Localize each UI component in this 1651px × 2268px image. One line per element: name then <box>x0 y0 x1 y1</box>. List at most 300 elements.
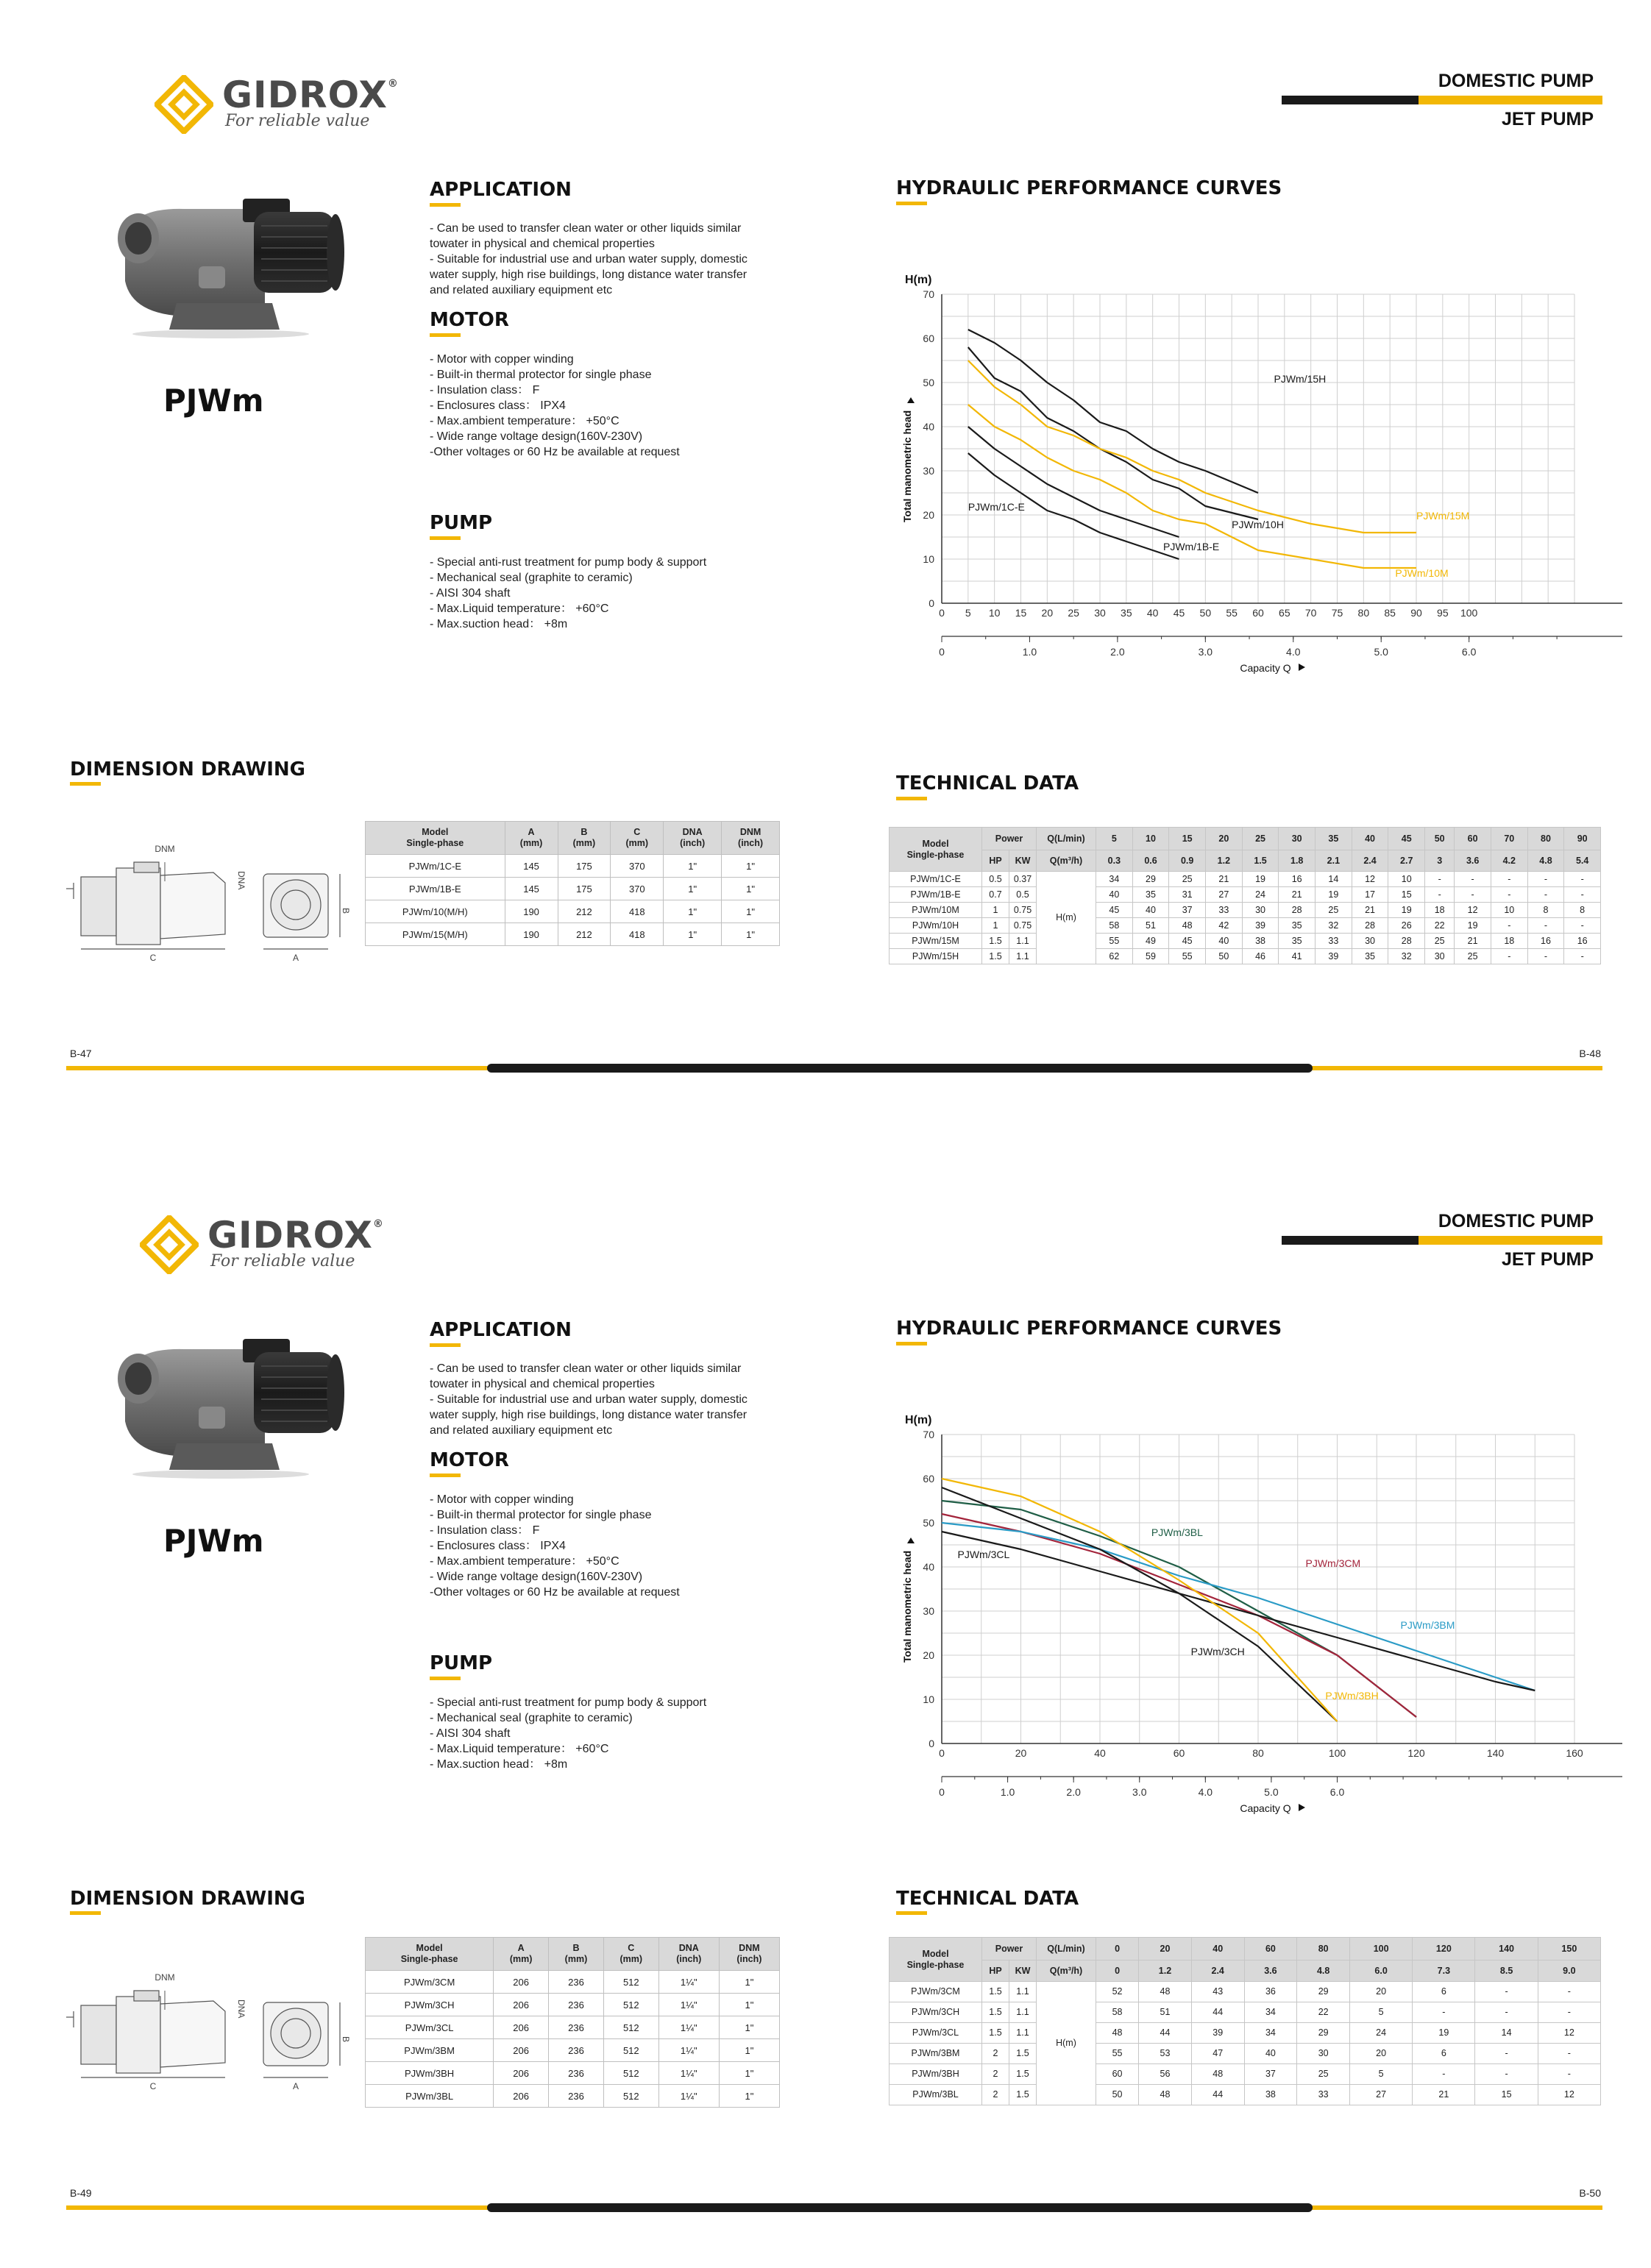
motor-line: -Other voltages or 60 Hz be available at request <box>430 1586 680 1599</box>
y-tick-label: 10 <box>923 1693 934 1705</box>
tech-value-cell: 20 <box>1350 2044 1413 2064</box>
pump-line: - Mechanical seal (graphite to ceramic) <box>430 572 633 584</box>
dim-cell: 236 <box>549 1971 604 1994</box>
tech-value-cell: 38 <box>1242 934 1279 949</box>
tech-value-cell: 29 <box>1297 1982 1350 2002</box>
tech-kw-cell: 0.5 <box>1009 887 1037 903</box>
tech-value-cell: 40 <box>1132 903 1169 918</box>
tech-model-cell: PJWm/3CM <box>890 1982 982 2002</box>
dimension-drawing <box>66 1960 361 2114</box>
dim-cell: 512 <box>603 2062 658 2085</box>
tech-value-cell: 8 <box>1564 903 1601 918</box>
tech-row <box>890 934 1601 949</box>
dim-cell: 212 <box>558 900 611 923</box>
y-tick-label: 30 <box>923 465 934 477</box>
tech-row <box>890 2023 1601 2044</box>
dim-row <box>366 923 780 946</box>
tech-underline <box>896 1911 927 1915</box>
tech-q-m3h-cell: 0.3 <box>1096 850 1133 872</box>
dim-header-row <box>366 822 780 855</box>
motor-line: - Enclosures class： IPX4 <box>430 1540 566 1552</box>
x2-tick-label: 3.0 <box>1198 646 1213 658</box>
dim-cell: 1¼" <box>658 2016 719 2039</box>
application-line: and related auxiliary equipment etc <box>430 1424 613 1437</box>
tech-value-cell: 35 <box>1279 918 1316 934</box>
dim-cell: 1¼" <box>658 2085 719 2108</box>
tech-value-cell: 34 <box>1244 2002 1297 2023</box>
page-number-right: B-48 <box>1579 1048 1601 1059</box>
performance-chart <box>887 1401 1622 1843</box>
tech-value-cell: 55 <box>1096 934 1133 949</box>
pump-line: - Max.Liquid temperature： +60°C <box>430 1743 609 1755</box>
tech-value-cell: 16 <box>1564 934 1601 949</box>
dim-cell: 512 <box>603 2085 658 2108</box>
dim-cell: PJWm/3BL <box>366 2085 494 2108</box>
x-tick-label: 50 <box>1199 607 1212 619</box>
tech-value-cell: 48 <box>1191 2064 1244 2085</box>
tech-value-cell: 31 <box>1169 887 1206 903</box>
tech-value-cell: 37 <box>1244 2064 1297 2085</box>
dim-cell: PJWm/10(M/H) <box>366 900 505 923</box>
pump-text <box>430 555 706 632</box>
brand-tagline: For reliable value <box>210 1252 355 1270</box>
x2-axis-title: Capacity Q <box>1240 1802 1291 1814</box>
series-line-pjwm-10h <box>968 347 1258 519</box>
curves-underline <box>896 1342 927 1345</box>
tech-value-cell: 59 <box>1132 949 1169 964</box>
dim-label-c: C <box>149 953 157 963</box>
tech-value-cell: - <box>1491 949 1527 964</box>
dim-cell: 175 <box>558 855 611 878</box>
series-label: PJWm/3BL <box>1151 1526 1203 1538</box>
tech-row <box>890 2064 1601 2085</box>
dim-cell: 206 <box>494 1994 549 2016</box>
tech-q-lmin-cell: 100 <box>1350 1938 1413 1960</box>
x-tick-label: 5 <box>965 607 971 619</box>
x2-tick-label: 2.0 <box>1110 646 1125 658</box>
series-label: PJWm/1B-E <box>1163 541 1220 552</box>
y-unit-label: H(m) <box>905 1414 932 1426</box>
tech-value-cell: 15 <box>1475 2085 1538 2105</box>
dim-label-c: C <box>149 2081 157 2091</box>
tech-value-cell: 50 <box>1206 949 1243 964</box>
series-label: PJWm/15H <box>1274 373 1327 385</box>
x-tick-label: 80 <box>1357 607 1370 619</box>
tech-value-cell: 16 <box>1527 934 1564 949</box>
motor-line: -Other voltages or 60 Hz be available at request <box>430 446 680 458</box>
dim-cell: 190 <box>505 900 558 923</box>
tech-model-header: Model Single-phase <box>890 828 982 872</box>
dim-cell: 1¼" <box>658 2062 719 2085</box>
tech-q-lmin-cell: 25 <box>1242 828 1279 850</box>
x2-tick-label: 0 <box>939 646 945 658</box>
brand-reg: ® <box>387 78 399 90</box>
y-tick-label: 20 <box>923 509 934 521</box>
x2-tick-label: 2.0 <box>1066 1786 1081 1798</box>
tech-value-cell: 25 <box>1169 872 1206 887</box>
tech-value-cell: 24 <box>1350 2023 1413 2044</box>
tech-value-cell: 32 <box>1316 918 1352 934</box>
tech-underline <box>896 797 927 800</box>
tech-value-cell: 35 <box>1279 934 1316 949</box>
pump-line: - Special anti-rust treatment for pump body & support <box>430 1696 707 1709</box>
dim-label-b: B <box>341 908 351 914</box>
x2-tick-label: 6.0 <box>1329 1786 1345 1798</box>
dim-cell: PJWm/3CH <box>366 1994 494 2016</box>
series-label: PJWm/3BM <box>1400 1619 1455 1631</box>
dim-cell: 512 <box>603 1994 658 2016</box>
catalog-spread-2 <box>0 1140 1651 2268</box>
tech-value-cell: 52 <box>1096 1982 1139 2002</box>
motor-line: - Max.ambient temperature： +50°C <box>430 1555 619 1568</box>
dim-row <box>366 1971 780 1994</box>
dimension-table <box>365 821 780 946</box>
tech-value-cell: 18 <box>1425 903 1455 918</box>
tech-value-cell: - <box>1475 1982 1538 2002</box>
motor-underline <box>430 1474 461 1477</box>
tech-q-lmin-cell: 80 <box>1297 1938 1350 1960</box>
tech-kw-cell: 1.1 <box>1009 934 1037 949</box>
tech-q-lmin-header: Q(L/min) <box>1037 1938 1096 1960</box>
tech-q-lmin-cell: 0 <box>1096 1938 1139 1960</box>
series-line-pjwm-15h <box>968 330 1258 493</box>
tech-q-lmin-cell: 10 <box>1132 828 1169 850</box>
page-number-left: B-49 <box>70 2187 92 2199</box>
tech-q-lmin-cell: 20 <box>1139 1938 1192 1960</box>
tech-value-cell: 14 <box>1475 2023 1538 2044</box>
jet-pump-image <box>103 1333 346 1480</box>
tech-hp-header: HP <box>982 850 1009 872</box>
tech-q-m3h-cell: 2.4 <box>1352 850 1388 872</box>
tech-value-cell: - <box>1413 2002 1475 2023</box>
tech-value-cell: 45 <box>1169 934 1206 949</box>
tech-value-cell: 19 <box>1455 918 1491 934</box>
tech-model-cell: PJWm/10H <box>890 918 982 934</box>
x-tick-label: 60 <box>1252 607 1264 619</box>
x-tick-label: 100 <box>1328 1747 1346 1759</box>
dim-cell: 1" <box>719 2016 779 2039</box>
dim-cell: 212 <box>558 923 611 946</box>
dim-cell: 1" <box>722 855 780 878</box>
performance-chart <box>887 261 1622 703</box>
dim-cell: 512 <box>603 1971 658 1994</box>
dim-row <box>366 2062 780 2085</box>
tech-unit-cell: H(m) <box>1037 1982 1096 2105</box>
tech-q-m3h-cell: 4.8 <box>1297 1960 1350 1982</box>
y-tick-label: 70 <box>923 1429 934 1440</box>
tech-value-cell: - <box>1475 2002 1538 2023</box>
dimension-table <box>365 1937 780 2108</box>
tech-model-cell: PJWm/1C-E <box>890 872 982 887</box>
pump-line: - Mechanical seal (graphite to ceramic) <box>430 1712 633 1724</box>
x-tick-label: 10 <box>988 607 1001 619</box>
tech-q-m3h-cell: 8.5 <box>1475 1960 1538 1982</box>
tech-value-cell: 48 <box>1096 2023 1139 2044</box>
tech-hp-cell: 1 <box>982 918 1009 934</box>
y-axis-title: Total manometric head <box>901 410 913 522</box>
tech-value-cell: 28 <box>1388 934 1425 949</box>
series-label: PJWm/10H <box>1232 519 1284 530</box>
tech-value-cell: 18 <box>1491 934 1527 949</box>
tech-kw-cell: 1.5 <box>1009 2064 1037 2085</box>
tech-value-cell: - <box>1491 918 1527 934</box>
motor-line: - Max.ambient temperature： +50°C <box>430 415 619 427</box>
tech-kw-cell: 1.5 <box>1009 2085 1037 2105</box>
tech-q-lmin-cell: 150 <box>1538 1938 1600 1960</box>
tech-q-m3h-cell: 3 <box>1425 850 1455 872</box>
tech-model-header: Model Single-phase <box>890 1938 982 1982</box>
application-line: water supply, high rise buildings, long distance water transfer <box>430 269 748 281</box>
motor-line: - Insulation class： F <box>430 384 540 397</box>
x-tick-label: 65 <box>1279 607 1290 619</box>
tech-q-lmin-cell: 40 <box>1352 828 1388 850</box>
dimension-underline <box>70 1911 101 1915</box>
tech-value-cell: - <box>1527 918 1564 934</box>
tech-value-cell: 37 <box>1169 903 1206 918</box>
gidrox-diamond-icon <box>155 75 213 134</box>
tech-value-cell: - <box>1564 918 1601 934</box>
series-label: PJWm/10M <box>1395 567 1449 579</box>
tech-value-cell: - <box>1527 887 1564 903</box>
dim-cell: 1" <box>664 855 722 878</box>
tech-unit-cell: H(m) <box>1037 872 1096 964</box>
application-line: and related auxiliary equipment etc <box>430 284 613 296</box>
dim-cell: 370 <box>611 878 664 900</box>
tech-value-cell: - <box>1475 2044 1538 2064</box>
tech-q-m3h-header: Q(m³/h) <box>1037 850 1096 872</box>
y-tick-label: 50 <box>923 1517 934 1529</box>
x2-tick-label: 6.0 <box>1461 646 1477 658</box>
tech-kw-cell: 1.1 <box>1009 949 1037 964</box>
dim-header-cell: C (mm) <box>603 1938 658 1971</box>
dim-cell: 1" <box>719 2085 779 2108</box>
tech-value-cell: 19 <box>1413 2023 1475 2044</box>
jet-pump-image <box>103 193 346 340</box>
tech-hp-cell: 2 <box>982 2064 1009 2085</box>
dim-cell: 512 <box>603 2016 658 2039</box>
y-axis-title: Total manometric head <box>901 1550 913 1663</box>
dim-header-cell: DNA (inch) <box>664 822 722 855</box>
brand-tagline: For reliable value <box>225 112 370 130</box>
tech-value-cell: 39 <box>1191 2023 1244 2044</box>
tech-header-row <box>890 828 1601 850</box>
dim-label-dna: DNA <box>236 1999 246 2019</box>
header-category: DOMESTIC PUMP <box>1438 1211 1594 1231</box>
dim-cell: PJWm/3CL <box>366 2016 494 2039</box>
tech-value-cell: 21 <box>1279 887 1316 903</box>
dim-cell: 206 <box>494 2039 549 2062</box>
dim-cell: 370 <box>611 855 664 878</box>
tech-row <box>890 918 1601 934</box>
gidrox-diamond-icon <box>140 1215 199 1274</box>
tech-value-cell: 42 <box>1206 918 1243 934</box>
tech-value-cell: - <box>1455 872 1491 887</box>
tech-value-cell: 21 <box>1206 872 1243 887</box>
motor-line: - Motor with copper winding <box>430 1493 574 1506</box>
x-tick-label: 75 <box>1331 607 1343 619</box>
tech-model-cell: PJWm/3CL <box>890 2023 982 2044</box>
pump-line: - AISI 304 shaft <box>430 587 511 600</box>
tech-q-m3h-cell: 9.0 <box>1538 1960 1600 1982</box>
tech-value-cell: 10 <box>1388 872 1425 887</box>
y-tick-label: 50 <box>923 377 934 388</box>
dim-header-cell: B (mm) <box>549 1938 604 1971</box>
x2-tick-label: 1.0 <box>1022 646 1037 658</box>
tech-value-cell: 44 <box>1139 2023 1192 2044</box>
dim-cell: 206 <box>494 2016 549 2039</box>
x-tick-label: 70 <box>1304 607 1317 619</box>
model-title: PJWm <box>163 1523 264 1559</box>
tech-value-cell: 58 <box>1096 918 1133 934</box>
tech-value-cell: 10 <box>1491 903 1527 918</box>
tech-value-cell: - <box>1475 2064 1538 2085</box>
application-line: - Can be used to transfer clean water or other liquids similar <box>430 1362 742 1375</box>
tech-header-row <box>890 1938 1601 1960</box>
pump-underline <box>430 1677 461 1680</box>
tech-row <box>890 872 1601 887</box>
application-underline <box>430 1343 461 1347</box>
header-category: DOMESTIC PUMP <box>1438 71 1594 91</box>
dim-label-a: A <box>292 953 299 963</box>
tech-value-cell: 46 <box>1242 949 1279 964</box>
tech-header-row <box>890 1960 1601 1982</box>
x2-tick-label: 5.0 <box>1374 646 1388 658</box>
tech-value-cell: - <box>1455 887 1491 903</box>
tech-value-cell: 34 <box>1244 2023 1297 2044</box>
tech-value-cell: 62 <box>1096 949 1133 964</box>
dim-row <box>366 2039 780 2062</box>
tech-value-cell: 32 <box>1388 949 1425 964</box>
x-tick-label: 120 <box>1407 1747 1425 1759</box>
footer-bar <box>66 2203 1602 2212</box>
tech-q-m3h-cell: 3.6 <box>1244 1960 1297 1982</box>
tech-value-cell: 53 <box>1139 2044 1192 2064</box>
x-tick-label: 95 <box>1437 607 1449 619</box>
tech-model-cell: PJWm/10M <box>890 903 982 918</box>
dim-cell: 236 <box>549 2016 604 2039</box>
tech-value-cell: 30 <box>1352 934 1388 949</box>
motor-title: MOTOR <box>430 309 509 331</box>
tech-hp-cell: 1.5 <box>982 2002 1009 2023</box>
tech-kw-cell: 0.75 <box>1009 903 1037 918</box>
tech-value-cell: 24 <box>1242 887 1279 903</box>
tech-value-cell: - <box>1564 887 1601 903</box>
dim-cell: 418 <box>611 923 664 946</box>
tech-value-cell: 34 <box>1096 872 1133 887</box>
tech-value-cell: 39 <box>1242 918 1279 934</box>
tech-hp-cell: 1.5 <box>982 949 1009 964</box>
tech-q-m3h-cell: 1.2 <box>1206 850 1243 872</box>
dim-cell: 1" <box>664 878 722 900</box>
tech-value-cell: 25 <box>1316 903 1352 918</box>
tech-hp-header: HP <box>982 1960 1009 1982</box>
dim-header-cell: A (mm) <box>505 822 558 855</box>
dim-cell: PJWm/3CM <box>366 1971 494 1994</box>
tech-value-cell: - <box>1538 2064 1600 2085</box>
tech-power-header: Power <box>982 828 1037 850</box>
y-tick-label: 40 <box>923 421 934 433</box>
tech-value-cell: 25 <box>1297 2064 1350 2085</box>
x-tick-label: 15 <box>1015 607 1027 619</box>
dim-cell: PJWm/3BH <box>366 2062 494 2085</box>
tech-value-cell: 14 <box>1316 872 1352 887</box>
x-tick-label: 80 <box>1252 1747 1264 1759</box>
x2-tick-label: 4.0 <box>1198 1786 1213 1798</box>
tech-model-cell: PJWm/3BH <box>890 2064 982 2085</box>
dim-cell: 1" <box>719 1994 779 2016</box>
application-text <box>430 1361 748 1438</box>
series-label: PJWm/1C-E <box>967 501 1025 513</box>
x2-axis-arrow-icon <box>1299 1804 1305 1811</box>
tech-kw-cell: 1.1 <box>1009 1982 1037 2002</box>
tech-value-cell: 29 <box>1132 872 1169 887</box>
dim-cell: 1" <box>719 1971 779 1994</box>
tech-value-cell: - <box>1425 872 1455 887</box>
tech-value-cell: 50 <box>1096 2085 1139 2105</box>
dim-cell: 1¼" <box>658 1971 719 1994</box>
y-tick-label: 10 <box>923 553 934 565</box>
dim-label-dna: DNA <box>236 871 246 890</box>
tech-hp-cell: 1.5 <box>982 1982 1009 2002</box>
tech-value-cell: 19 <box>1316 887 1352 903</box>
application-line: - Suitable for industrial use and urban water supply, domestic <box>430 253 748 266</box>
tech-hp-cell: 2 <box>982 2044 1009 2064</box>
y-tick-label: 30 <box>923 1605 934 1617</box>
tech-model-cell: PJWm/3BL <box>890 2085 982 2105</box>
tech-q-lmin-header: Q(L/min) <box>1037 828 1096 850</box>
tech-value-cell: 16 <box>1279 872 1316 887</box>
x-tick-label: 140 <box>1486 1747 1505 1759</box>
y-tick-label: 20 <box>923 1649 934 1661</box>
dim-cell: 236 <box>549 2039 604 2062</box>
tech-value-cell: 55 <box>1096 2044 1139 2064</box>
dim-label-b: B <box>341 2036 351 2043</box>
tech-q-m3h-cell: 2.7 <box>1388 850 1425 872</box>
dim-cell: 236 <box>549 1994 604 2016</box>
tech-value-cell: 33 <box>1206 903 1243 918</box>
tech-value-cell: 29 <box>1297 2023 1350 2044</box>
tech-q-m3h-cell: 0.9 <box>1169 850 1206 872</box>
tech-value-cell: 28 <box>1279 903 1316 918</box>
x-tick-label: 35 <box>1121 607 1132 619</box>
tech-q-lmin-cell: 40 <box>1191 1938 1244 1960</box>
tech-row <box>890 2002 1601 2023</box>
tech-model-cell: PJWm/3BM <box>890 2044 982 2064</box>
series-label: PJWm/3BH <box>1325 1690 1379 1702</box>
x-tick-label: 60 <box>1173 1747 1185 1759</box>
dim-header-cell: Model Single-phase <box>366 1938 494 1971</box>
tech-value-cell: 33 <box>1297 2085 1350 2105</box>
tech-value-cell: 35 <box>1352 949 1388 964</box>
x-tick-label: 30 <box>1094 607 1106 619</box>
tech-value-cell: 5 <box>1350 2064 1413 2085</box>
tech-value-cell: 6 <box>1413 2044 1475 2064</box>
application-line: towater in physical and chemical properties <box>430 238 655 250</box>
application-underline <box>430 203 461 207</box>
x-tick-label: 90 <box>1410 607 1422 619</box>
gidrox-logo <box>140 1211 383 1281</box>
curves-underline <box>896 202 927 205</box>
curves-title: HYDRAULIC PERFORMANCE CURVES <box>896 1318 1282 1340</box>
dim-cell: 1" <box>664 900 722 923</box>
motor-line: - Enclosures class： IPX4 <box>430 399 566 412</box>
motor-line: - Motor with copper winding <box>430 353 574 366</box>
tech-title: TECHNICAL DATA <box>896 1888 1079 1910</box>
tech-value-cell: 6 <box>1413 1982 1475 2002</box>
chart-grid <box>942 1435 1574 1743</box>
tech-q-m3h-cell: 4.2 <box>1491 850 1527 872</box>
tech-value-cell: 5 <box>1350 2002 1413 2023</box>
